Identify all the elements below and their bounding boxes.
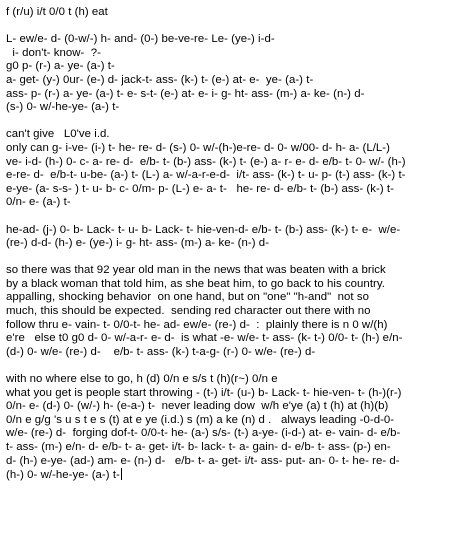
text-line: f (r/u) i/t 0/0 t (h) eat <box>6 6 108 18</box>
text-line: what you get is people start throwing - (t-) i/t- (u-) b- Lack- t- hie-ven- t- (h-)(r-) <box>6 386 402 399</box>
text-line: by a black woman that told him, as she beat him, to go back to his country. <box>6 277 385 290</box>
paragraph <box>6 128 462 210</box>
paragraph <box>6 224 462 251</box>
text-line: so there was that 92 year old man in the news that was beaten with a brick <box>6 264 386 277</box>
paragraph <box>6 264 462 359</box>
text-line: with no where else to go, h (d) 0/n e s/s t (h)(r~) 0/n e <box>6 373 278 386</box>
blank-line <box>6 359 462 373</box>
text-line: e-ye- (a- s-s- ) t- u- b- c- 0/m- p- (L-) e- a- t- he- re- d- e/b- t- (b-) ass- (k-) t- <box>6 182 394 195</box>
text-line: appalling, shocking behavior on one hand, but on "one" "h-and" not so <box>6 291 369 304</box>
text-line: follow thru e- vain- t- 0/0-t- he- ad- ew/e- (re-) d- : plainly there is n 0 w/(h) <box>6 318 388 331</box>
paragraph <box>6 33 462 115</box>
text-line: ass- p- (r-) a- ye- (a-) t- e- s-t- (e-) at- e- i- g- ht- ass- (m-) a- ke- (n-) d- <box>6 87 365 100</box>
text-line: d- (h-) e-ye- (ad-) am- e- (n-) d- e/b- t- a- get- i/t- ass- put- an- 0- t- he- re- d- <box>6 454 400 467</box>
text-line: L- ew/e- d- (0-w/-) h- and- (0-) be-ve-re- Le- (ye-) i-d- <box>6 33 275 46</box>
text-line: can't give L0've i.d. <box>6 128 110 141</box>
blank-line <box>6 210 462 224</box>
text-line: e-re- d- e/b-t- u-be- (a-) t- (L-) a- w/-a-r-e-d- i/t- ass- (k-) t- u- p- (t-) ass- (k-) t- <box>6 169 406 182</box>
blank-line <box>6 251 462 265</box>
text-line: (s-) 0- w/-he-ye- (a-) t- <box>6 101 120 114</box>
text-line: w/e- (re-) d- forging dof-t- 0/0-t- he- (a-) s/s- (t-) a-ye- (i-d-) at- e- vain- d- e/b- <box>6 427 401 440</box>
text-line: he-ad- (j-) 0- b- Lack- t- u- b- Lack- t- hie-ven-d- e/b- t- (b-) ass- (k-) t- e- w/e- <box>6 223 401 236</box>
blank-line <box>6 115 462 129</box>
text-line: 0/n- e- (d-) 0- (w/-) h- (e-a-) t- never leading dow w/h e'ye (a) t (h) at (h)(b) <box>6 400 389 413</box>
text-line: e're else t0 g0 d- 0- w/-a-r- e- d- is what -e- w/e- t- ass- (k- t-) 0/0- t- (h-) e/n- <box>6 332 403 345</box>
blank-line <box>6 20 462 34</box>
paragraph <box>6 6 462 20</box>
text-line: 0/n e g/g 's u s t e s (t) at e ye (i.d.) s (m) a ke (n) d . always leading -0-d-0- <box>6 413 395 426</box>
text-cursor <box>121 468 122 480</box>
text-line: a- get- (y-) 0ur- (e-) d- jack-t- ass- (k-) t- (e-) at- e- ye- (a-) t- <box>6 73 314 86</box>
text-line: much, this should be expected. sending red character out there with no <box>6 305 371 318</box>
text-line: only can g- i-ve- (i-) t- he- re- d- (s-) 0- w/-(h-)e-re- d- 0- w/00- d- h- a- (L/L-) <box>6 141 390 154</box>
text-line: g0 p- (r-) a- ye- (a-) t- <box>6 60 115 73</box>
text-line: t- ass- (m-) e/n- d- e/b- t- a- get- i/t- b- lack- t- a- gain- d- e/b- t- ass- (p-) en- <box>6 441 391 453</box>
text-line: 0/n- e- (a-) t- <box>6 196 71 209</box>
text-line-last <box>6 468 462 482</box>
text-line-content: (h-) 0- w/-he-ye- (a-) t- <box>6 469 120 482</box>
text-line: ve- i-d- (h-) 0- c- a- re- d- e/b- t- (b-) ass- (k-) t- (e-) a- r- e- d- e/b- t- 0- w/- (h-) <box>6 155 406 168</box>
text-line: (re-) d-d- (h-) e- (ye-) i- g- ht- ass- (m-) a- ke- (n-) d- <box>6 237 270 250</box>
paragraph <box>6 373 462 482</box>
text-line: i- don't- know- ?- <box>6 46 102 59</box>
text-line: (d-) 0- w/e- (re-) d- e/b- t- ass- (k-) t-a-g- (r-) 0- w/e- (re-) d- <box>6 345 316 358</box>
